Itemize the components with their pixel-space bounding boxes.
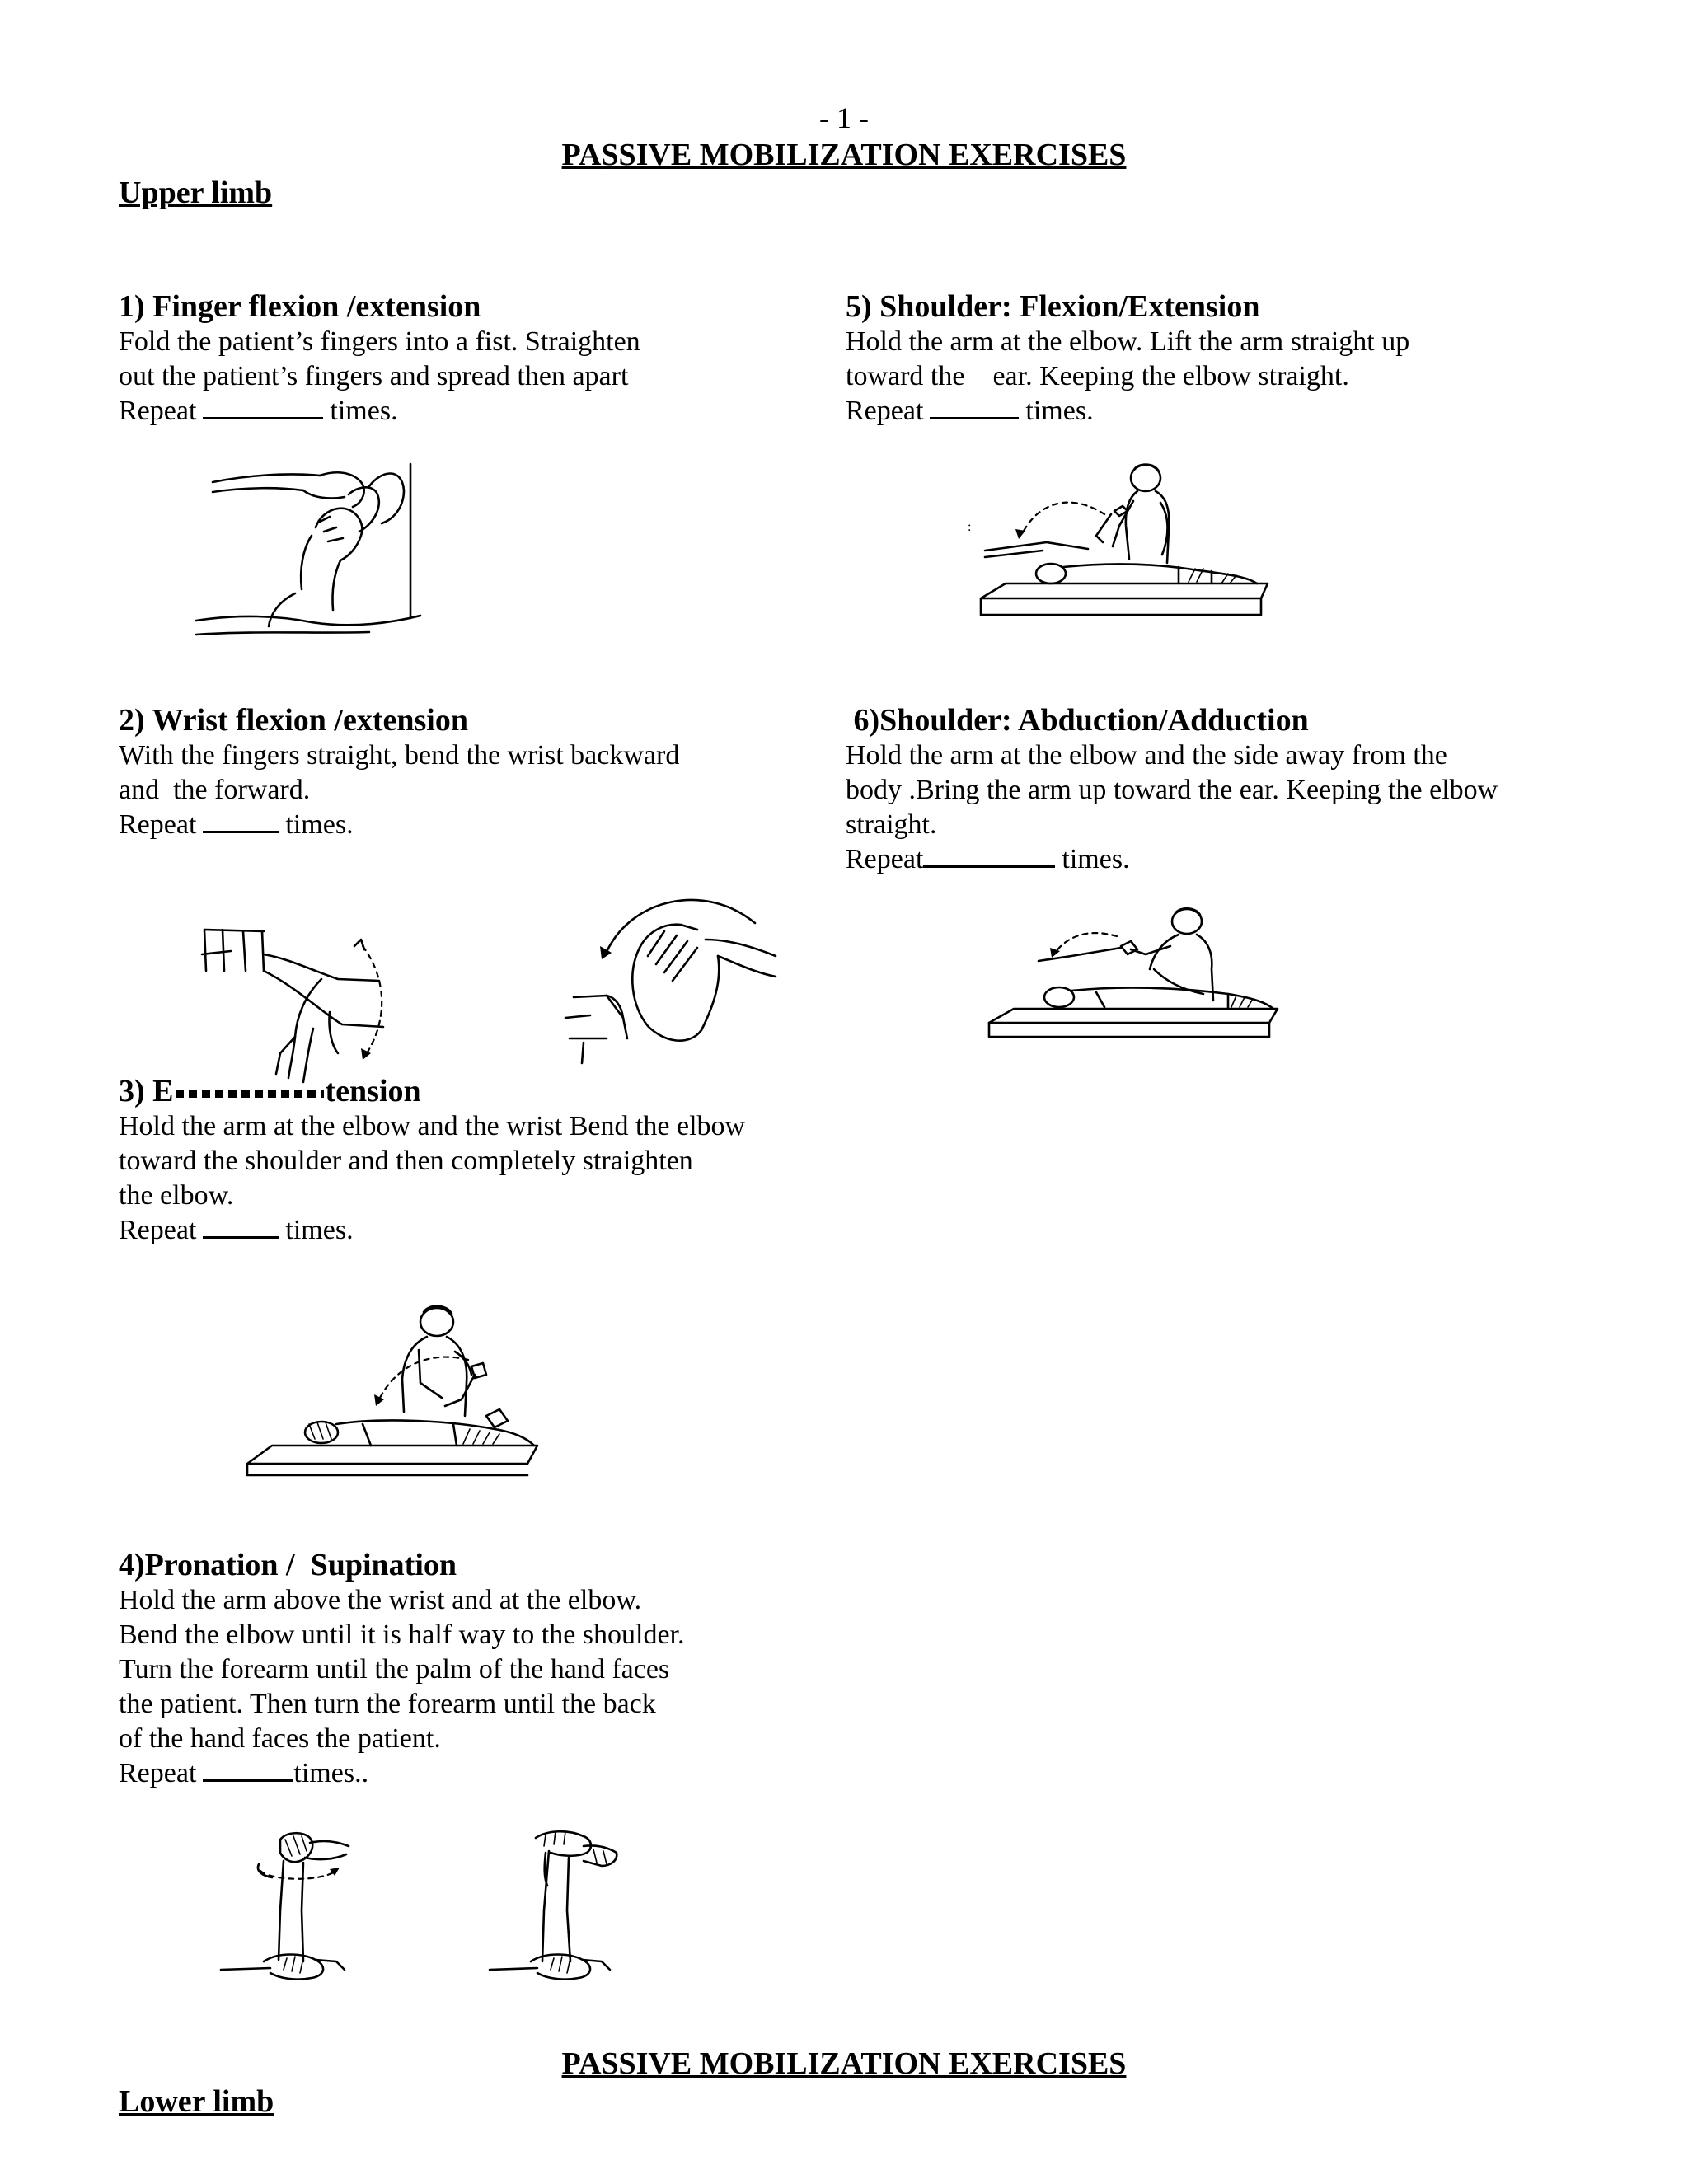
finger-flexion-illustration xyxy=(188,457,427,643)
repeat-count-blank[interactable] xyxy=(203,808,279,833)
exercise-heading xyxy=(119,1073,745,1109)
instruction-line: Turn the forearm until the palm of the hand faces xyxy=(119,1654,670,1685)
instruction-line: Hold the arm at the elbow. Lift the arm straight up xyxy=(846,326,1410,357)
supination-illustration xyxy=(486,1828,635,1985)
instruction-line: straight. xyxy=(846,809,937,840)
wrist-flexion-illustration xyxy=(198,921,387,1086)
obscured-heading-text xyxy=(176,1090,324,1098)
instruction-line: of the hand faces the patient. xyxy=(119,1723,441,1754)
shoulder-abduction-illustration xyxy=(981,903,1302,1056)
instruction-line: With the fingers straight, bend the wrist backward xyxy=(119,740,680,771)
times-label: times. xyxy=(1062,844,1130,874)
repeat-label: Repeat xyxy=(846,844,924,874)
instruction-line: the elbow. xyxy=(119,1180,234,1211)
lower-limb-page-title: PASSIVE MOBILIZATION EXERCISES xyxy=(561,2046,1127,2081)
instruction-line: out the patient’s fingers and spread then apart xyxy=(119,361,629,391)
repeat-label: Repeat xyxy=(119,809,197,840)
svg-text::: : xyxy=(968,520,972,534)
times-label: times. xyxy=(285,809,354,840)
repeat-line xyxy=(119,1213,745,1248)
repeat-label: Repeat xyxy=(846,396,924,426)
exercise-heading-visible-start: 3) E xyxy=(119,1074,174,1108)
exercise-elbow-flexion xyxy=(119,1073,745,1248)
repeat-count-blank[interactable] xyxy=(203,1756,293,1782)
shoulder-flexion-illustration xyxy=(968,460,1286,637)
repeat-label: Repeat xyxy=(119,1758,197,1788)
instruction-line: Hold the arm at the elbow and the wrist Bend the elbow xyxy=(119,1111,746,1141)
exercise-finger-flexion xyxy=(119,288,640,429)
repeat-line xyxy=(119,394,640,429)
instruction-line: Bend the elbow until it is half way to the shoulder. xyxy=(119,1619,685,1650)
times-label: times. xyxy=(285,1215,354,1245)
exercise-heading: 6)Shoulder: Abduction/Adduction xyxy=(846,703,1309,738)
repeat-label: Repeat xyxy=(119,396,197,426)
instruction-line: toward the shoulder and then completely straighten xyxy=(119,1146,693,1176)
repeat-line xyxy=(846,842,1498,877)
elbow-flexion-illustration xyxy=(239,1301,560,1490)
instruction-line: and the forward. xyxy=(119,775,311,805)
repeat-label: Repeat xyxy=(119,1215,197,1245)
exercise-shoulder-flexion xyxy=(846,288,1409,429)
repeat-count-blank[interactable] xyxy=(203,1213,279,1239)
exercise-heading: 2) Wrist flexion /extension xyxy=(119,703,468,738)
page-number: - 1 - xyxy=(819,101,869,134)
exercise-heading: 5) Shoulder: Flexion/Extension xyxy=(846,289,1260,324)
exercise-heading-visible-end: tension xyxy=(325,1074,421,1108)
repeat-count-blank[interactable] xyxy=(930,394,1019,419)
instruction-line: Hold the arm above the wrist and at the elbow. xyxy=(119,1585,642,1615)
times-label: times. xyxy=(330,396,398,426)
instruction-line: Hold the arm at the elbow and the side away from the xyxy=(846,740,1447,771)
repeat-line xyxy=(119,1756,685,1791)
instruction-line: toward the ear. Keeping the elbow straight. xyxy=(846,361,1349,391)
times-label: times.. xyxy=(293,1758,369,1788)
instruction-line: Fold the patient’s fingers into a fist. Straighten xyxy=(119,326,640,357)
instruction-line: body .Bring the arm up toward the ear. Keeping the elbow xyxy=(846,775,1498,805)
exercise-heading: 4)Pronation / Supination xyxy=(119,1548,457,1582)
exercise-wrist-flexion xyxy=(119,702,679,842)
times-label: times. xyxy=(1025,396,1094,426)
exercise-heading: 1) Finger flexion /extension xyxy=(119,289,481,324)
section-heading-lower-limb: Lower limb xyxy=(119,2084,274,2119)
repeat-line xyxy=(119,808,679,842)
repeat-count-blank[interactable] xyxy=(923,842,1055,868)
exercise-pronation-supination xyxy=(119,1547,685,1791)
pronation-illustration xyxy=(213,1828,377,1985)
instruction-line: the patient. Then turn the forearm until the back xyxy=(119,1689,656,1719)
page-title: PASSIVE MOBILIZATION EXERCISES xyxy=(561,138,1127,172)
repeat-count-blank[interactable] xyxy=(203,394,323,419)
repeat-line xyxy=(846,394,1409,429)
wrist-extension-illustration xyxy=(557,874,780,1071)
section-heading-upper-limb: Upper limb xyxy=(119,176,273,210)
exercise-shoulder-abduction xyxy=(846,702,1498,877)
